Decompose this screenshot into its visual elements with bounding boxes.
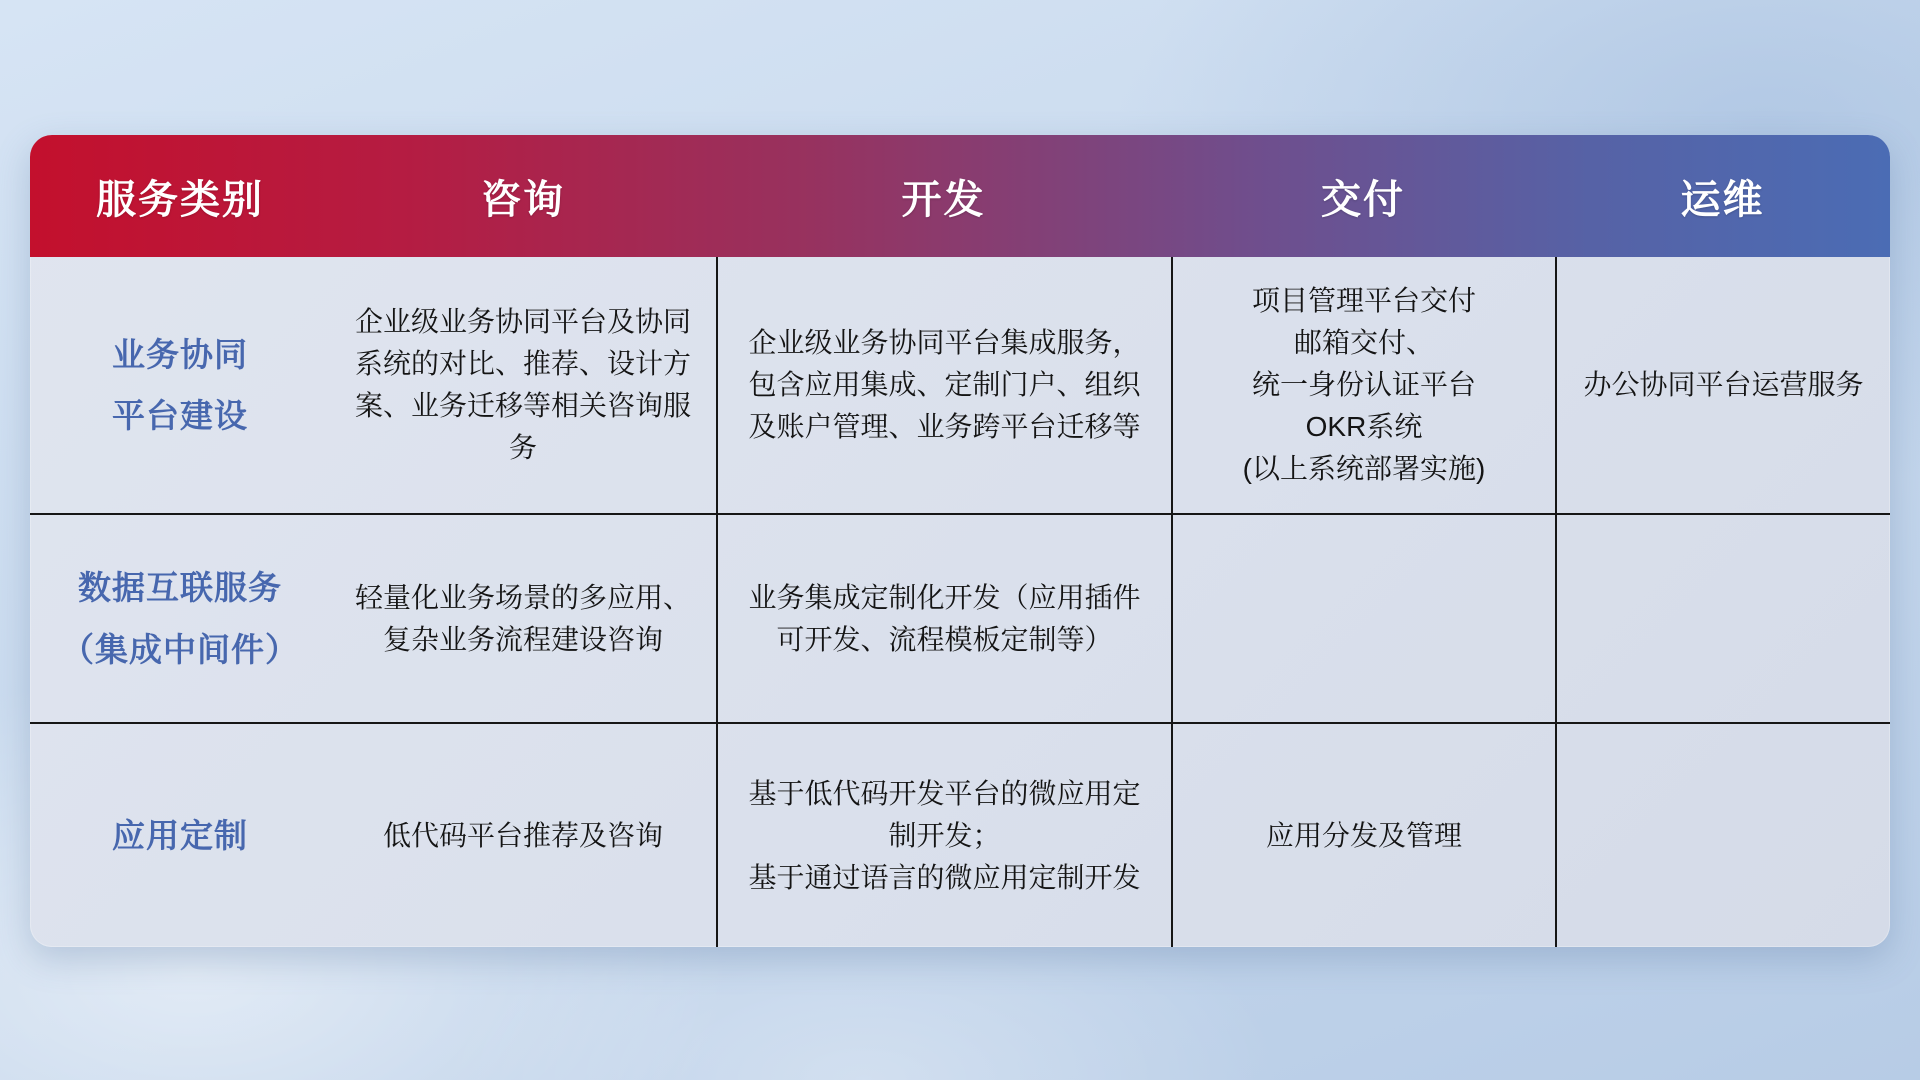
delivery-cell: [1171, 515, 1555, 722]
header-col-category: 服务类别: [96, 177, 264, 222]
table-header-row: [30, 135, 1890, 257]
consulting-cell: 低代码平台推荐及咨询: [382, 819, 663, 851]
category-cell: 应用定制: [112, 816, 248, 854]
header-col-development: 开发: [901, 177, 986, 222]
header-col-delivery: 交付: [1321, 177, 1405, 222]
operations-cell: [1555, 724, 1890, 947]
service-matrix-table: [30, 135, 1890, 947]
delivery-cell: 应用分发及管理: [1171, 724, 1555, 947]
category-cell: 数据互联服务 （集成中间件）: [61, 569, 299, 668]
table-row-app-customization: [30, 722, 1890, 947]
development-cell: 企业级业务协同平台集成服务，包含应用集成、定制门户、组织及账户管理、业务跨平台迁移等: [716, 257, 1171, 513]
development-cell: 业务集成定制化开发（应用插件可开发、流程模板定制等）: [716, 515, 1171, 722]
development-cell: 基于低代码开发平台的微应用定制开发； 基于通过语言的微应用定制开发: [716, 724, 1171, 947]
table-row-data-interconnect: [30, 513, 1890, 722]
delivery-cell: 项目管理平台交付 邮箱交付、 统一身份认证平台 OKR系统 (以上系统部署实施): [1171, 257, 1555, 513]
operations-cell: 办公协同平台运营服务: [1555, 257, 1890, 513]
operations-cell: [1555, 515, 1890, 722]
category-cell: 业务协同 平台建设: [112, 335, 248, 434]
consulting-cell: 轻量化业务场景的多应用、复杂业务流程建设咨询: [354, 581, 691, 655]
header-col-consulting: 咨询: [481, 177, 565, 222]
header-col-operations: 运维: [1680, 177, 1765, 222]
table-row-collaboration-platform: [30, 257, 1890, 513]
consulting-cell: 企业级业务协同平台及协同系统的对比、推荐、设计方案、业务迁移等相关咨询服务: [354, 306, 691, 463]
